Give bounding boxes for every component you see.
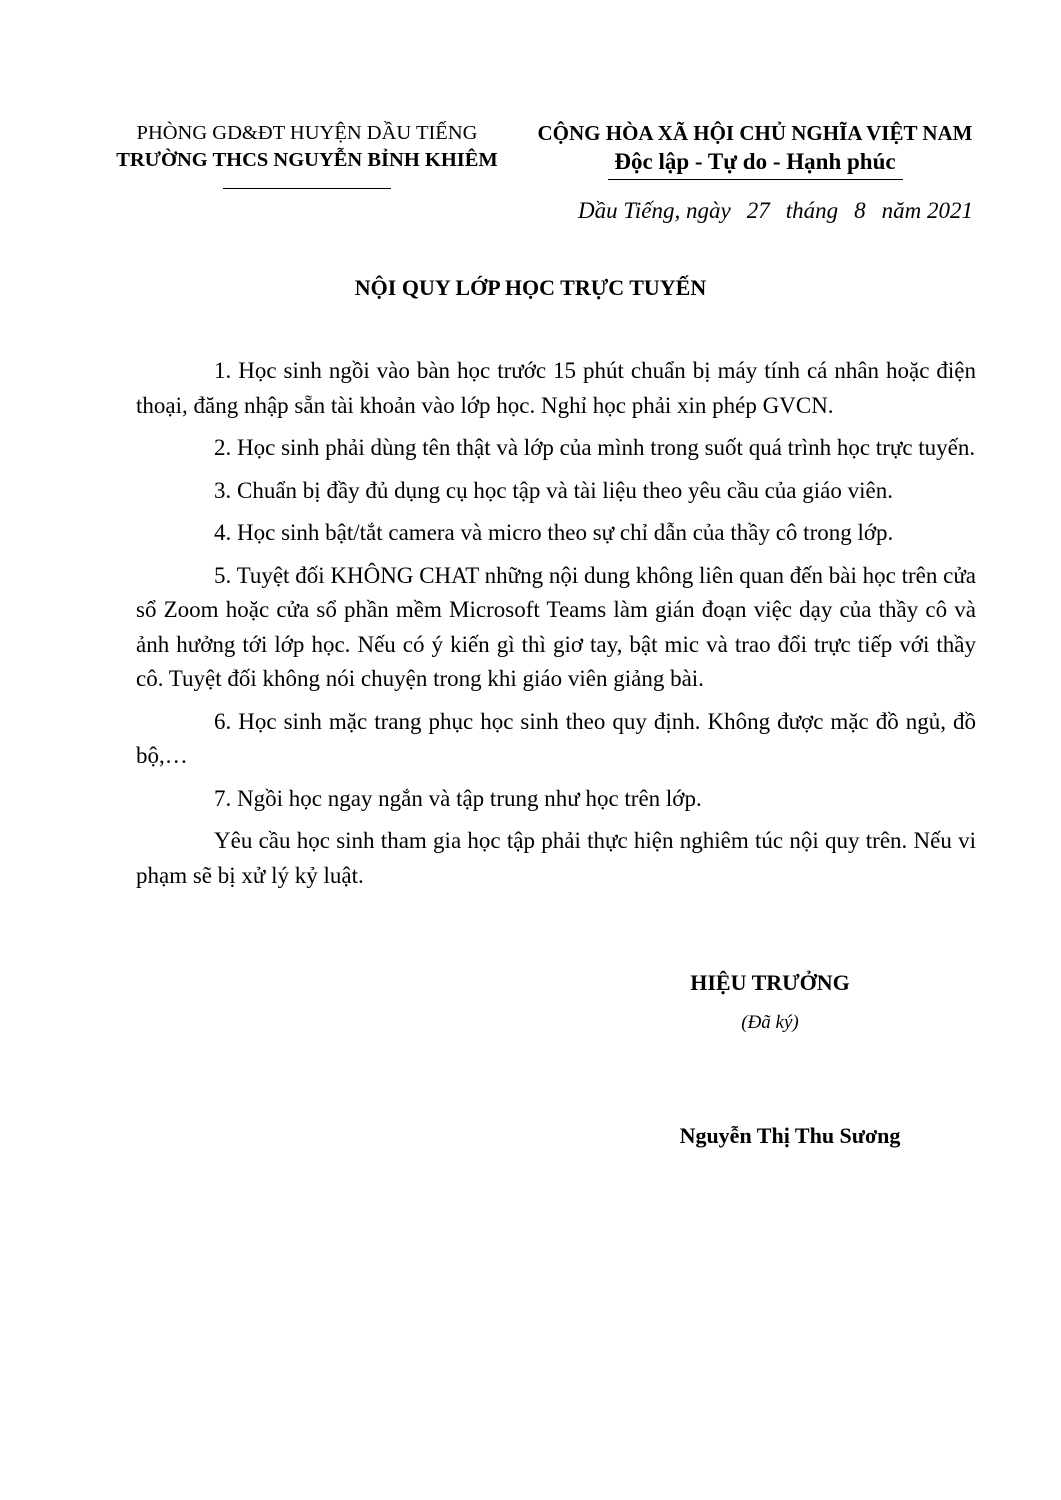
rule-item: 4. Học sinh bật/tắt camera và micro theo sự chỉ dẫn của thầy cô trong lớp. <box>214 520 894 545</box>
national-motto: Độc lập - Tự do - Hạnh phúc <box>614 149 896 174</box>
signer-name: Nguyễn Thị Thu Sương <box>679 1123 901 1148</box>
document-title: NỘI QUY LỚP HỌC TRỰC TUYẾN <box>354 275 707 300</box>
rules-body <box>136 354 976 901</box>
date-place: Dầu Tiếng, ngày <box>578 198 731 223</box>
signed-note: (Đã ký) <box>741 1012 799 1033</box>
date-year-label: năm <box>881 198 922 223</box>
national-heading-block <box>520 120 990 180</box>
date-day: 27 <box>746 198 770 223</box>
issuing-agency-block <box>92 120 522 189</box>
closing-paragraph: Yêu cầu học sinh tham gia học tập phải thực hiện nghiêm túc nội quy trên. Nếu vi phạm sẽ bị xử lý kỷ luật. <box>136 828 976 888</box>
signer-position: HIỆU TRƯỞNG <box>690 970 850 995</box>
rule-item: 3. Chuẩn bị đầy đủ dụng cụ học tập và tài liệu theo yêu cầu của giáo viên. <box>214 477 893 503</box>
rule-item: 6. Học sinh mặc trang phục học sinh theo quy định. Không được mặc đồ ngủ, đồ bộ,… <box>136 708 976 768</box>
rule-item: 5. Tuyệt đối KHÔNG CHAT những nội dung không liên quan đến bài học trên cửa sổ Zoom hoặc cửa sổ phần mềm Microsoft Teams làm gián đoạn việc dạy của thầy cô và ảnh hưởng tới lớp học. Nếu có ý kiến gì thì giơ tay, bật mic và trao đổi trực tiếp với thầy cô. Tuyệt đối không nói chuyện trong khi giáo viên giảng bài. <box>136 562 976 691</box>
rule-item: 2. Học sinh phải dùng tên thật và lớp của mình trong suốt quá trình học trực tuyến. <box>214 435 976 460</box>
agency-name: PHÒNG GD&ĐT HUYỆN DẦU TIẾNG <box>136 122 478 144</box>
rule-item: 1. Học sinh ngồi vào bàn học trước 15 phút chuẩn bị máy tính cá nhân hoặc điện thoại, đăng nhập sẵn tài khoản vào lớp học. Nghỉ học phải xin phép GVCN. <box>136 358 976 418</box>
date-year: 2021 <box>927 198 973 223</box>
national-title: CỘNG HÒA XÃ HỘI CHỦ NGHĨA VIỆT NAM <box>537 121 973 145</box>
date-month: 8 <box>854 198 866 223</box>
date-month-label: tháng <box>785 198 839 223</box>
motto-underline <box>608 179 903 180</box>
rule-item: 7. Ngồi học ngay ngắn và tập trung như học trên lớp. <box>214 785 702 811</box>
school-name: TRƯỜNG THCS NGUYỄN BỈNH KHIÊM <box>116 149 498 171</box>
agency-underline <box>223 188 391 189</box>
date-line <box>578 196 973 226</box>
